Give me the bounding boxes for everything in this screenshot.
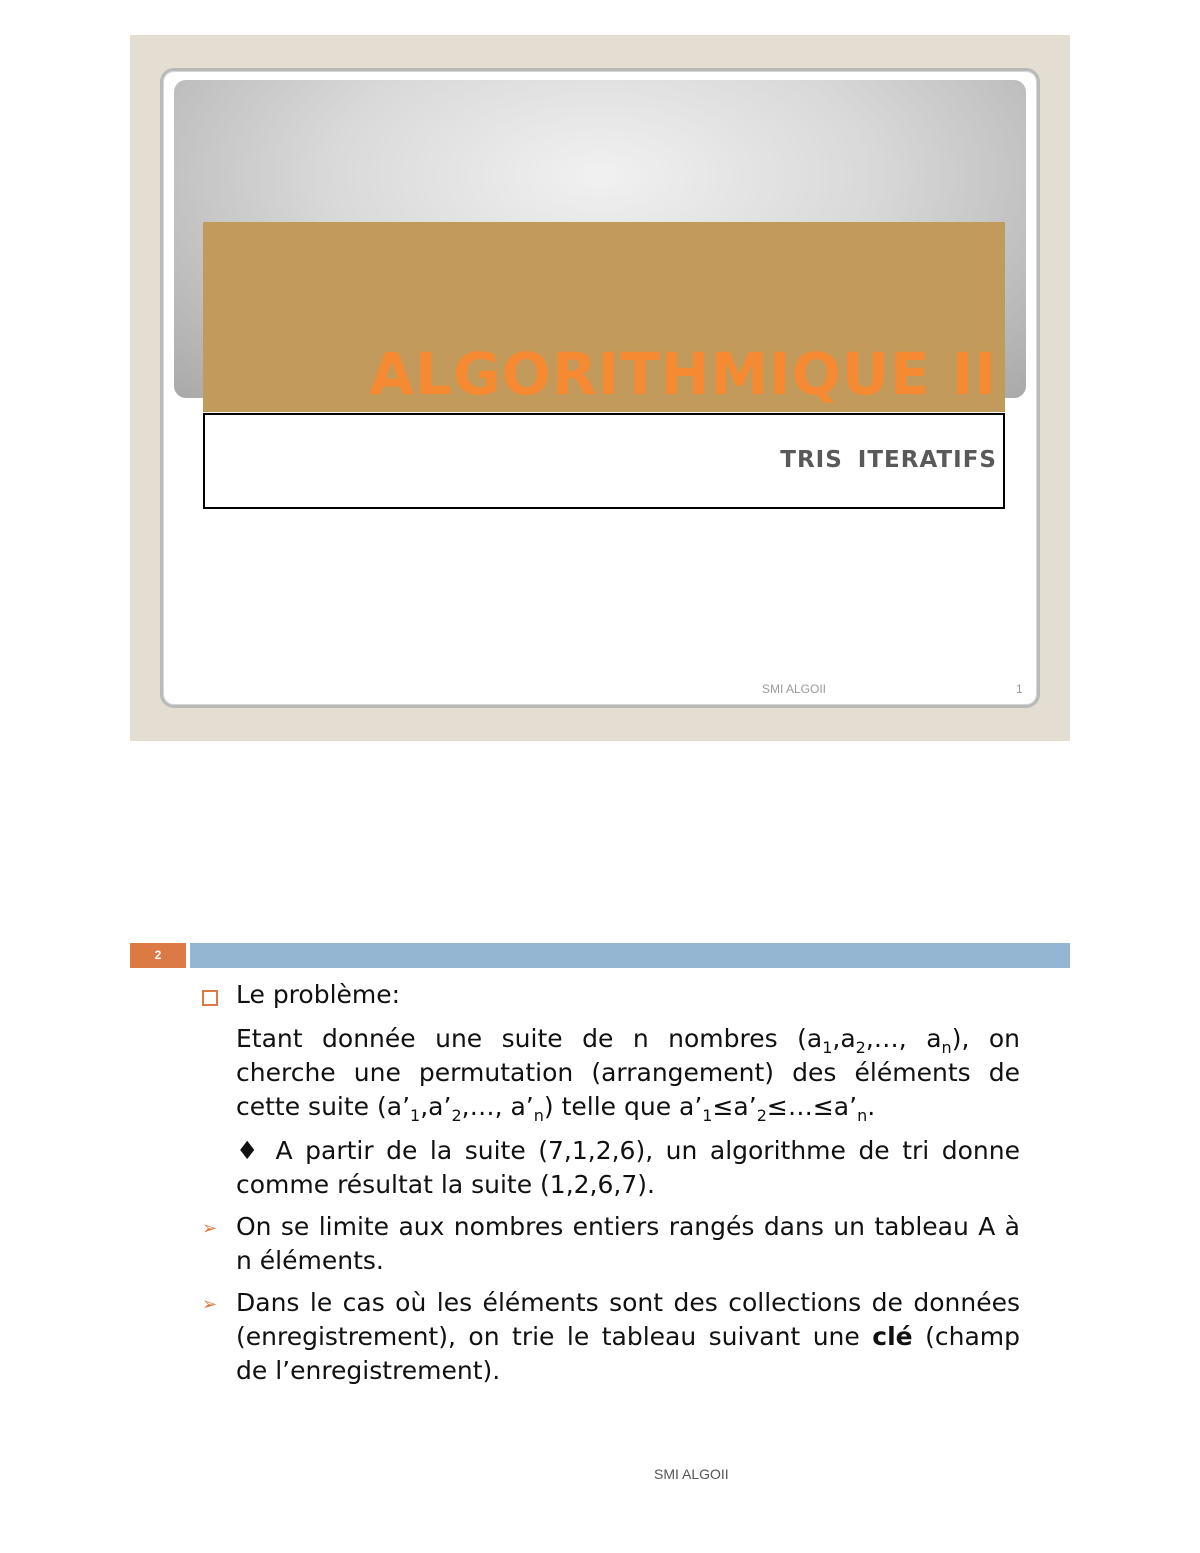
arrow-bullet-icon: ➢ [202, 1294, 218, 1315]
slide-2-page-number: 2 [130, 943, 186, 968]
slide-1-page-number: 1 [1016, 682, 1023, 696]
slide-subtitle: TRIS ITERATIFS [780, 447, 997, 473]
slide-2-footer: SMI ALGOII [654, 1466, 729, 1482]
slide-2-header-bar [190, 943, 1070, 968]
problem-definition: Etant donnée une suite de n nombres ($a_1,a_2,\dots$, $a_n$), on cherche une permutation (arrangement) des éléments de cette suite ($a’_1,a’_2,\dots$, $a’_n$) telle que $a’_1\le a’_2\le\dots\le a’_n$. [236, 1024, 1020, 1125]
title-box [203, 222, 1005, 412]
problem-heading: Le problème: [236, 980, 401, 1009]
bullet-records-text: Dans le cas où les éléments sont des collections de données (enregistrement), on trie le tableau suivant une clé (champ de l’enregistrement). [236, 1288, 1020, 1385]
slide-2-content [200, 978, 1020, 1388]
arrow-bullet-icon: ➢ [202, 1218, 218, 1239]
list-item-integers [200, 1210, 1020, 1278]
subtitle-box [203, 413, 1005, 509]
list-item-records [200, 1286, 1020, 1388]
slide-title: ALGORITHMIQUE II [369, 340, 997, 408]
square-bullet-icon [202, 978, 232, 1018]
slide-1-footer: SMI ALGOII [762, 682, 827, 696]
list-item-heading [200, 978, 1020, 1012]
bullet-integers-text: On se limite aux nombres entiers rangés dans un tableau A à n éléments. [236, 1212, 1020, 1275]
key-term: clé [872, 1322, 913, 1351]
example-paragraph: ♦ A partir de la suite (7,1,2,6), un algorithme de tri donne comme résultat la suite (1,2,6,7). [236, 1136, 1020, 1199]
